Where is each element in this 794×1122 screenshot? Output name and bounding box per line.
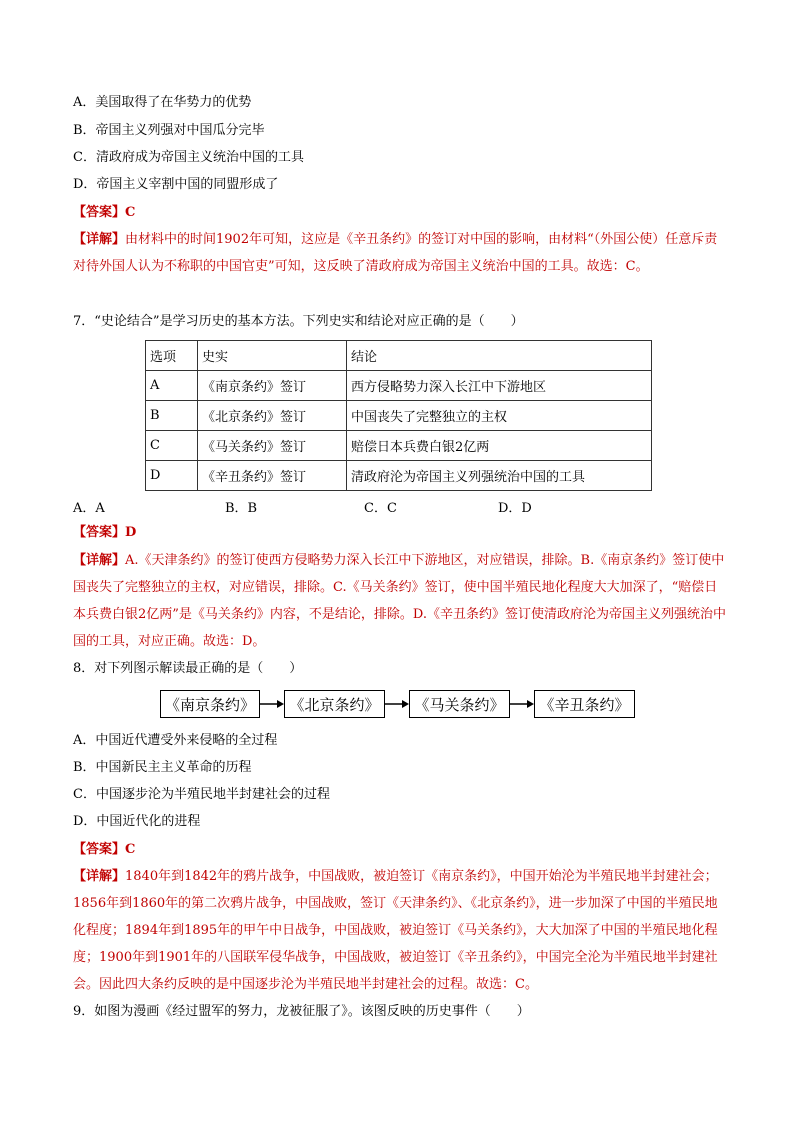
arrow-right-icon: [510, 698, 534, 710]
detail-tag: 【详解】: [73, 232, 126, 247]
q7-option-d: D．D: [498, 501, 532, 516]
table-row: [146, 461, 652, 491]
table-cell: 《南京条约》签订: [198, 371, 347, 401]
q7-answer: [73, 524, 136, 542]
table-cell: 《辛丑条约》签订: [198, 461, 347, 491]
table-cell: C: [146, 431, 198, 461]
answer-tag: 【答案】: [73, 842, 126, 857]
q8-option-b: B．中国新民主主义革命的历程: [73, 760, 252, 775]
table-cell: B: [146, 401, 198, 431]
detail-tag: 【详解】: [73, 869, 126, 884]
answer-value: C: [125, 205, 136, 220]
answer-value: D: [125, 525, 137, 540]
q7-option-a: A．A: [73, 501, 105, 516]
table-cell: 清政府沦为帝国主义列强统治中国的工具: [347, 461, 652, 491]
q8-option-a: A．中国近代遭受外来侵略的全过程: [73, 733, 278, 748]
table-header: 结论: [347, 341, 652, 371]
arrow-right-icon: [385, 698, 409, 710]
detail-text: 1840年到1842年的鸦片战争，中国战败，被迫签订《南京条约》，中国开始沦为半殖民地半封建社会；1856年到1860年的第二次鸦片战争，中国战败，签订《天津条约》、《北京条约》，进一步加深了中国的半殖民地化程度；1894年到1895年的甲午中日战争，中国战败，被迫签订《马关条约》，大大加深了中国的半殖民地化程度；1900年到1901年的八国联军侵华战争，中国战败，被迫签订《辛丑条约》，中国完全沦为半殖民地半封建社会。因此四大条约反映的是中国逐步沦为半殖民地半封建社会的过程。故选：C。: [73, 869, 718, 992]
arrow-right-icon: [260, 698, 284, 710]
table-cell: A: [146, 371, 198, 401]
flow-box-maguan: 《马关条约》: [409, 690, 510, 718]
q8-question: 8．对下列图示解读最正确的是（ ）: [73, 661, 303, 676]
detail-text: 由材料中的时间1902年可知，这应是《辛丑条约》的签订对中国的影响，由材料“（外国公使）任意斥责对待外国人认为不称职的中国官吏”可知，这反映了清政府成为帝国主义统治中国的工具。故选：C。: [73, 232, 718, 274]
q7-table: [145, 340, 652, 491]
q8-option-c: C．中国逐步沦为半殖民地半封建社会的过程: [73, 787, 330, 802]
detail-tag: 【详解】: [73, 553, 126, 568]
q9-question: 9．如图为漫画《经过盟军的努力，龙被征服了》。该图反映的历史事件（ ）: [73, 1004, 530, 1019]
flow-box-beijing: 《北京条约》: [284, 690, 385, 718]
q7-detail: [73, 547, 728, 655]
answer-tag: 【答案】: [73, 525, 126, 540]
table-row: [146, 431, 652, 461]
q8-option-d: D．中国近代化的进程: [73, 814, 201, 829]
answer-tag: 【答案】: [73, 205, 126, 220]
q6-option-d: D．帝国主义宰割中国的同盟形成了: [73, 177, 279, 192]
q6-option-b: B．帝国主义列强对中国瓜分完毕: [73, 123, 265, 138]
q8-answer: [73, 841, 135, 859]
table-header-row: [146, 341, 652, 371]
q8-detail: [73, 863, 728, 998]
table-row: [146, 371, 652, 401]
table-cell: 西方侵略势力深入长江中下游地区: [347, 371, 652, 401]
table-header: 选项: [146, 341, 198, 371]
table-cell: D: [146, 461, 198, 491]
table-cell: 《北京条约》签订: [198, 401, 347, 431]
detail-text: A.《天津条约》的签订使西方侵略势力深入长江中下游地区，对应错误，排除。B.《南京条约》签订使中国丧失了完整独立的主权，对应错误，排除。C.《马关条约》签订，使中国半殖民地化程度大大加深了，“赔偿日本兵费白银2亿两”是《马关条约》内容，不是结论，排除。D.《辛丑条约》签订使清政府沦为帝国主义列强统治中国的工具，对应正确。故选：D。: [73, 553, 727, 649]
table-row: [146, 401, 652, 431]
q6-answer: [73, 204, 135, 222]
flow-box-nanjing: 《南京条约》: [160, 690, 260, 718]
table-cell: 中国丧失了完整独立的主权: [347, 401, 652, 431]
q7-option-c: C．C: [364, 501, 397, 516]
q6-detail: [73, 226, 728, 280]
q6-option-a: A．美国取得了在华势力的优势: [73, 95, 252, 110]
table-cell: 赔偿日本兵费白银2亿两: [347, 431, 652, 461]
q7-option-b: B．B: [225, 501, 258, 516]
table-cell: 《马关条约》签订: [198, 431, 347, 461]
q6-option-c: C．清政府成为帝国主义统治中国的工具: [73, 150, 304, 165]
answer-value: C: [125, 842, 136, 857]
table-header: 史实: [198, 341, 347, 371]
flow-box-xinchou: 《辛丑条约》: [534, 690, 635, 718]
q7-question: 7．“史论结合”是学习历史的基本方法。下列史实和结论对应正确的是（ ）: [73, 314, 524, 329]
